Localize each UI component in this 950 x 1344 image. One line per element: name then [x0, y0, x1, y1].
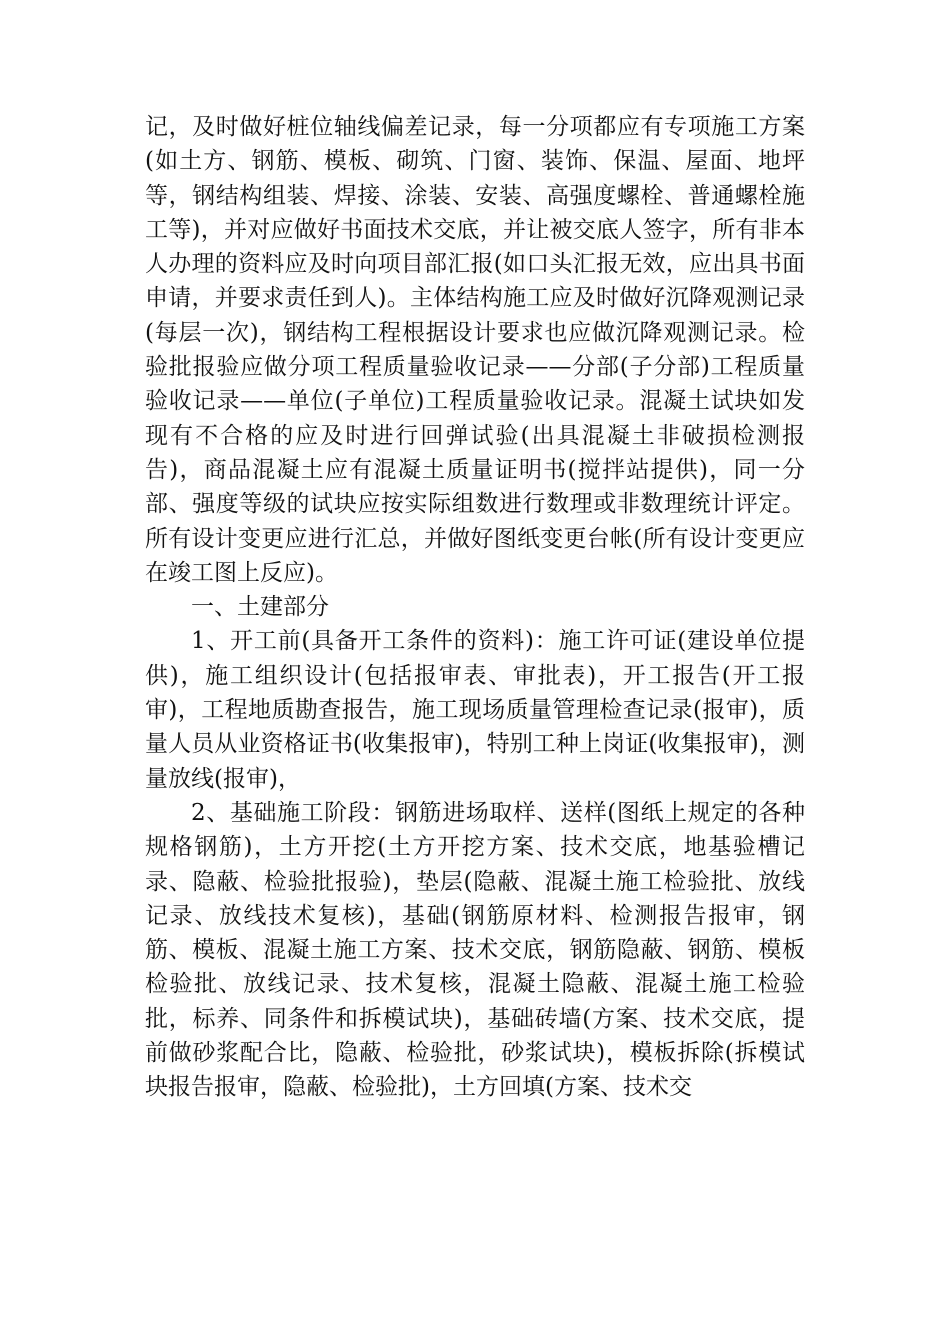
section-heading: 一、土建部分: [191, 594, 329, 621]
paragraph-intro: 记，及时做好桩位轴线偏差记录，每一分项都应有专项施工方案(如土方、钢筋、模板、砌筑、门窗、装饰、保温、屋面、地坪等，钢结构组装、焊接、涂装、安装、高强度螺栓、普通螺栓施工等)，并对应做好书面技术交底，并让被交底人签字，所有非本人办理的资料应及时向项目部汇报(如口头汇报无效，应出具书面申请，并要求责任到人)。主体结构施工应及时做好沉降观测记录(每层一次)，钢结构工程根据设计要求也应做沉降观测记录。检验批报验应做分项工程质量验收记录——分部(子分部)工程质量验收记录——单位(子单位)工程质量验收记录。混凝土试块如发现有不合格的应及时进行回弹试验(出具混凝土非破损检测报告)，商品混凝土应有混凝土质量证明书(搅拌站提供)，同一分部、强度等级的试块应按实际组数进行数理或非数理统计评定。所有设计变更应进行汇总，并做好图纸变更台帐(所有设计变更应在竣工图上反应)。: [145, 114, 805, 586]
paragraph-item-2: 2、基础施工阶段：钢筋进场取样、送样(图纸上规定的各种规格钢筋)，土方开挖(土方开挖方案、技术交底，地基验槽记录、隐蔽、检验批报验)，垫层(隐蔽、混凝土施工检验批、放线记录、放线技术复核)，基础(钢筋原材料、检测报告报审，钢筋、模板、混凝土施工方案、技术交底，钢筋隐蔽、钢筋、模板检验批、放线记录、技术复核，混凝土隐蔽、混凝土施工检验批，标养、同条件和拆模试块)，基础砖墙(方案、技术交底，提前做砂浆配合比，隐蔽、检验批，砂浆试块)，模板拆除(拆模试块报告报审，隐蔽、检验批)，土方回填(方案、技术交: [145, 799, 805, 1101]
paragraph-item-1: 1、开工前(具备开工条件的资料)：施工许可证(建设单位提供)，施工组织设计(包括报审表、审批表)，开工报告(开工报审)，工程地质勘查报告，施工现场质量管理检查记录(报审)，质量人员从业资格证书(收集报审)，特别工种上岗证(收集报审)，测量放线(报审)，: [145, 628, 805, 792]
document-page: [145, 110, 805, 1105]
